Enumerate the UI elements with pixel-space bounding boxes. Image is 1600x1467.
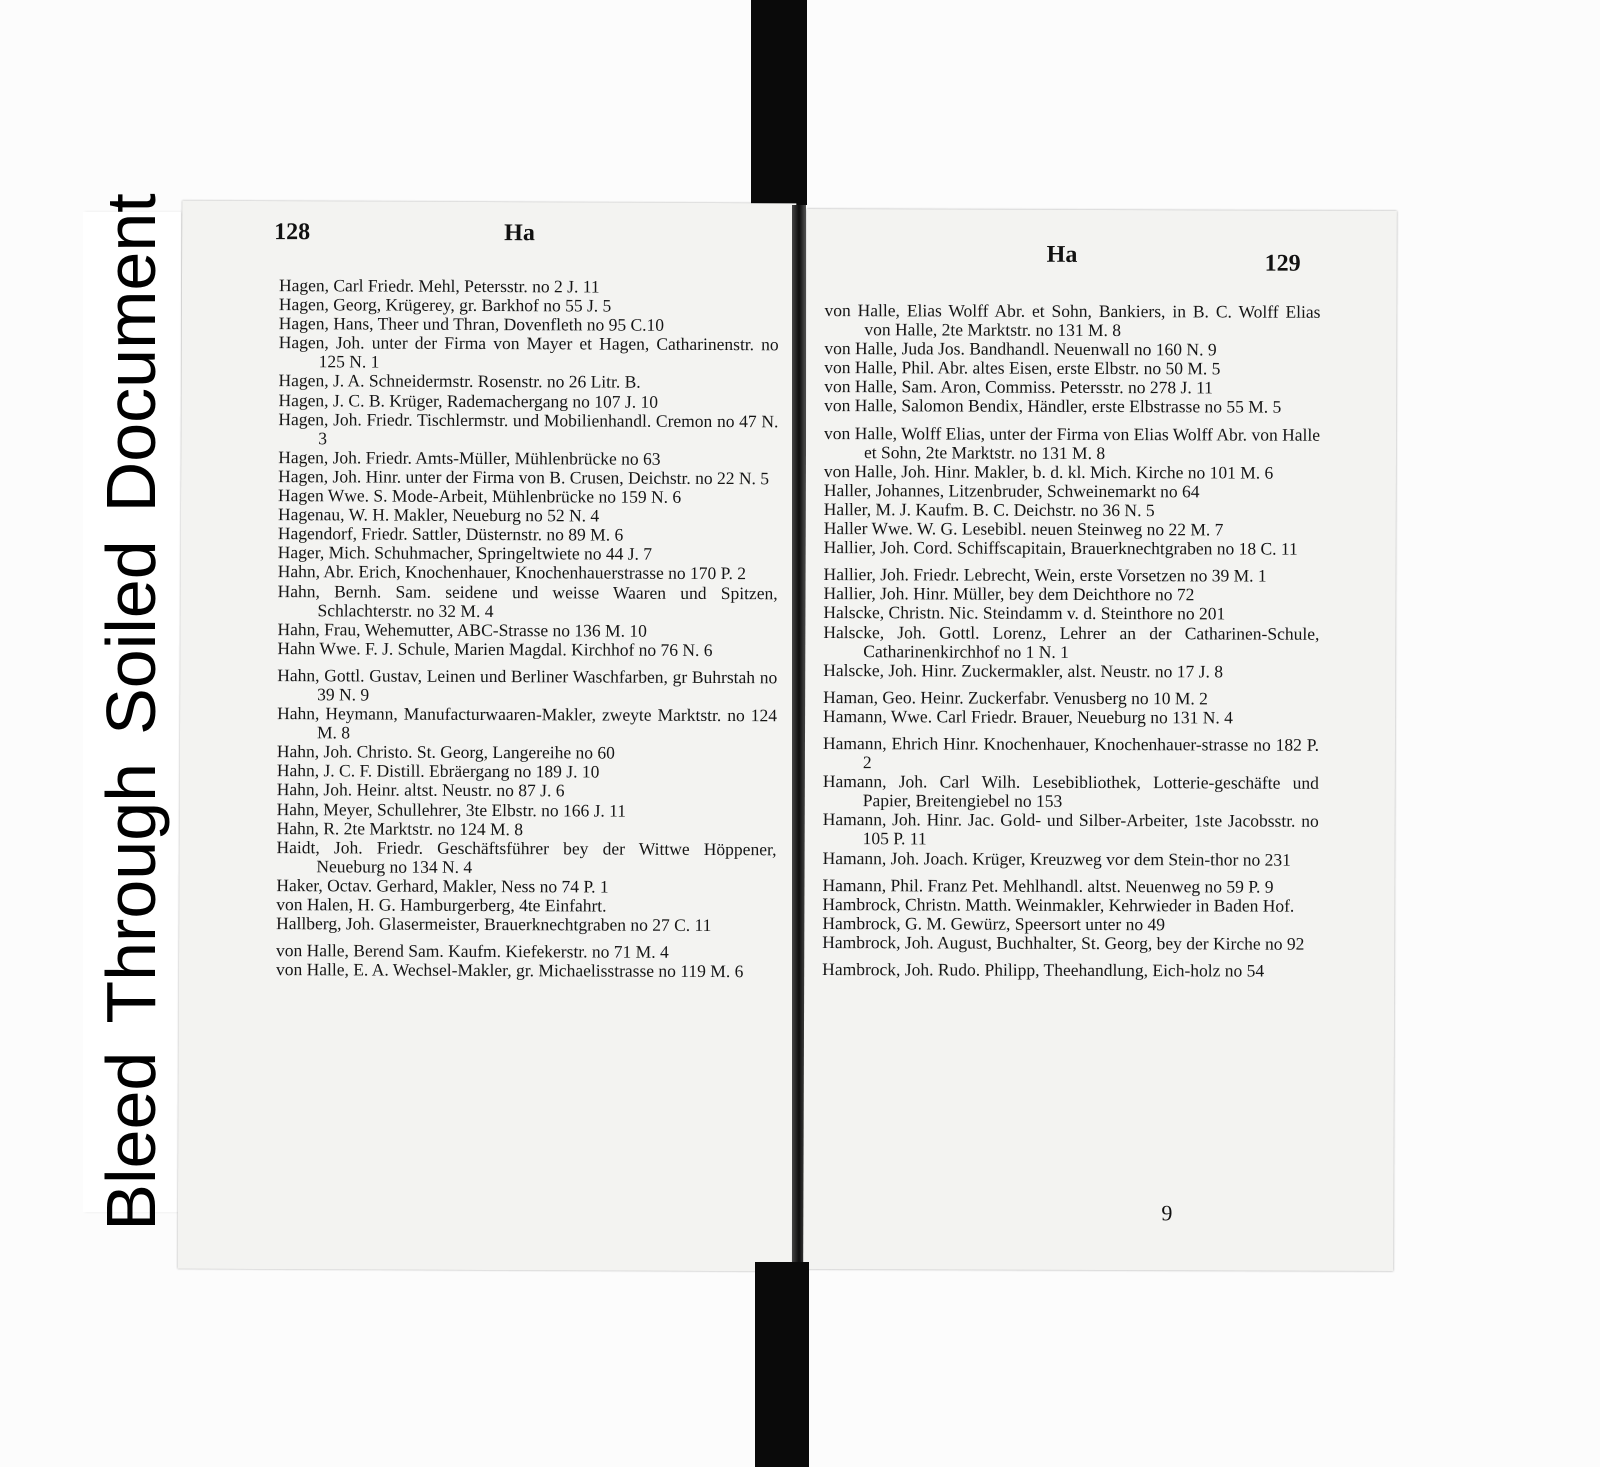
- directory-entry: Hagen, Joh. unter der Firma von Mayer et Hagen, Catharinenstr. no 125 N. 1: [278, 332, 779, 372]
- directory-entry: Hamann, Joh. Hinr. Jac. Gold- und Silber-Arbeiter, 1ste Jacobsstr. no 105 P. 11: [822, 809, 1319, 849]
- directory-entry: Hahn, Gottl. Gustav, Leinen und Berliner Waschfarben, gr Buhrstah no 39 N. 9: [277, 664, 778, 705]
- directory-entry: Hamann, Ehrich Hinr. Knochenhauer, Knochenhauer-strasse no 182 P. 2: [822, 733, 1320, 773]
- directory-entry: Hamann, Joh. Carl Wilh. Lesebibliothek, Lotterie-geschäfte und Papier, Breitengiebel no 153: [822, 771, 1319, 812]
- entry-list: [822, 301, 1320, 981]
- directory-entry: Hahn, Frau, Wehemutter, ABC-Strasse no 136 M. 10: [277, 618, 647, 641]
- directory-entry: Hahn Wwe. F. J. Schule, Marien Magdal. Kirchhof no 76 N. 6: [277, 637, 713, 660]
- directory-entry: Halscke, Joh. Hinr. Zuckermakler, alst. Neustr. no 17 J. 8: [823, 659, 1224, 682]
- directory-entry: Hamann, Phil. Franz Pet. Mehlhandl. altst. Neuenweg no 59 P. 9: [822, 874, 1274, 897]
- page-number: 129: [1264, 250, 1301, 277]
- directory-entry: Haidt, Joh. Friedr. Geschäftsführer bey der Wittwe Höppener, Neueburg no 134 N. 4: [276, 836, 777, 877]
- directory-entry: Hahn, Heymann, Manufacturwaaren-Makler, zweyte Marktstr. no 124 M. 8: [277, 703, 778, 743]
- directory-entry: Hallier, Joh. Hinr. Müller, bey dem Deichthore no 72: [823, 583, 1195, 605]
- directory-entry: von Halle, Sam. Aron, Commiss. Petersstr. no 278 J. 11: [824, 376, 1213, 398]
- right-page: [803, 209, 1397, 1271]
- directory-entry: Hahn, Joh. Heinr. altst. Neustr. no 87 J. 6: [276, 779, 565, 801]
- directory-entry: Hambrock, G. M. Gewürz, Speersort unter no 49: [822, 912, 1166, 935]
- directory-entry: Halscke, Joh. Gottl. Lorenz, Lehrer an der Catharinen-Schule, Catharinenkirchhof no 1 N. 1: [823, 621, 1320, 662]
- directory-entry: Haller, Johannes, Litzenbruder, Schweinemarkt no 64: [823, 479, 1200, 502]
- page-heading: Ha: [1046, 241, 1078, 268]
- directory-entry: Hallier, Joh. Cord. Schiffscapitain, Brauerknechtgraben no 18 C. 11: [823, 537, 1298, 559]
- directory-entry: Hambrock, Christn. Matth. Weinmakler, Kehrwieder in Baden Hof.: [822, 893, 1295, 916]
- left-page: [178, 201, 797, 1272]
- directory-entry: von Halle, Salomon Bendix, Händler, erste Elbstrasse no 55 M. 5: [824, 395, 1282, 418]
- entry-list: [276, 276, 779, 982]
- directory-entry: Hahn, J. C. F. Distill. Ebräergang no 189 J. 10: [276, 760, 600, 782]
- binding-strap-top: [751, 0, 807, 205]
- directory-entry: von Halle, Elias Wolff Abr. et Sohn, Bankiers, in B. C. Wolff Elias von Halle, 2te Marktstr. no 131 M. 8: [824, 300, 1321, 341]
- directory-entry: Hamann, Joh. Joach. Krüger, Kreuzweg vor dem Stein-thor no 231: [822, 847, 1291, 870]
- directory-entry: Hahn, R. 2te Marktstr. no 124 M. 8: [276, 817, 524, 839]
- directory-entry: Hagen, Joh. Friedr. Amts-Müller, Mühlenbrücke no 63: [278, 446, 661, 469]
- directory-entry: Hagen, Carl Friedr. Mehl, Petersstr. no 2 J. 11: [278, 275, 600, 297]
- directory-entry: Hahn, Joh. Christo. St. Georg, Langereihe no 60: [276, 741, 615, 763]
- directory-entry: Hamann, Wwe. Carl Friedr. Brauer, Neueburg no 131 N. 4: [823, 705, 1233, 728]
- directory-entry: Hagen, Hans, Theer und Thran, Dovenfleth no 95 C.10: [278, 313, 665, 335]
- directory-entry: Hambrock, Joh. Rudo. Philipp, Theehandlung, Eich-holz no 54: [822, 959, 1265, 981]
- directory-entry: von Halle, Phil. Abr. altes Eisen, erste Elbstr. no 50 M. 5: [824, 357, 1221, 379]
- directory-entry: Haker, Octav. Gerhard, Makler, Ness no 74 P. 1: [276, 874, 609, 897]
- label-word: Soiled: [92, 540, 170, 735]
- directory-entry: Hagen, J. C. B. Krüger, Rademachergang no 107 J. 10: [278, 389, 659, 412]
- directory-entry: Hager, Mich. Schuhmacher, Springeltwiete no 44 J. 7: [277, 542, 653, 565]
- directory-entry: von Halle, Berend Sam. Kaufm. Kiefekerstr. no 71 M. 4: [276, 940, 669, 962]
- page-number: 128: [274, 219, 311, 246]
- directory-entry: Hagendorf, Friedr. Sattler, Düsternstr. no 89 M. 6: [277, 523, 624, 545]
- directory-entry: Hagen, J. A. Schneidermstr. Rosenstr. no 26 Litr. B.: [278, 370, 641, 393]
- directory-entry: von Halen, H. G. Hamburgerberg, 4te Einfahrt.: [276, 894, 607, 916]
- directory-entry: Hahn, Meyer, Schullehrer, 3te Elbstr. no 166 J. 11: [276, 798, 627, 821]
- label-word: Through: [92, 762, 170, 1024]
- label-word: Bleed: [92, 1051, 170, 1231]
- directory-entry: Hagenau, W. H. Makler, Neueburg no 52 N. 4: [277, 504, 600, 526]
- directory-entry: Hahn, Bernh. Sam. seidene und weisse Waaren und Spitzen, Schlachterstr. no 32 M. 4: [277, 580, 778, 621]
- directory-entry: Hambrock, Joh. August, Buchhalter, St. Georg, bey der Kirche no 92: [822, 931, 1305, 954]
- binding-strap-bottom: [755, 1262, 809, 1467]
- directory-entry: Haller Wwe. W. G. Lesebibl. neuen Steinweg no 22 M. 7: [823, 518, 1224, 540]
- directory-entry: Haman, Geo. Heinr. Zuckerfabr. Venusberg no 10 M. 2: [823, 686, 1208, 709]
- directory-entry: von Halle, Juda Jos. Bandhandl. Neuenwall no 160 N. 9: [824, 338, 1217, 360]
- directory-entry: von Halle, E. A. Wechsel-Makler, gr. Michaelisstrasse no 119 M. 6: [275, 959, 744, 982]
- directory-entry: Hagen, Georg, Krügerey, gr. Barkhof no 55 J. 5: [278, 294, 612, 316]
- label-word: Document: [92, 193, 170, 513]
- directory-entry: von Halle, Wolff Elias, unter der Firma von Elias Wolff Abr. von Halle et Sohn, 2te Marktstr. no 131 M. 8: [824, 422, 1321, 463]
- directory-entry: Hagen, Joh. Friedr. Tischlermstr. und Mobilienhandl. Cremon no 47 N. 3: [278, 408, 779, 449]
- signature-mark: 9: [1161, 1200, 1173, 1226]
- directory-entry: von Halle, Joh. Hinr. Makler, b. d. kl. Mich. Kirche no 101 M. 6: [823, 460, 1274, 483]
- directory-entry: Hagen, Joh. Hinr. unter der Firma von B. Crusen, Deichstr. no 22 N. 5: [278, 466, 770, 489]
- damage-label: [91, 179, 171, 1244]
- directory-entry: Hahn, Abr. Erich, Knochenhauer, Knochenhauerstrasse no 170 P. 2: [277, 561, 747, 584]
- page-heading: Ha: [504, 220, 535, 247]
- directory-entry: Hallier, Joh. Friedr. Lebrecht, Wein, erste Vorsetzen no 39 M. 1: [823, 564, 1267, 586]
- directory-entry: Hallberg, Joh. Glasermeister, Brauerknechtgraben no 27 C. 11: [276, 913, 712, 936]
- directory-entry: Halscke, Christn. Nic. Steindamm v. d. Steinthore no 201: [823, 602, 1226, 624]
- directory-entry: Hagen Wwe. S. Mode-Arbeit, Mühlenbrücke no 159 N. 6: [278, 485, 682, 507]
- directory-entry: Haller, M. J. Kaufm. B. C. Deichstr. no 36 N. 5: [823, 498, 1155, 521]
